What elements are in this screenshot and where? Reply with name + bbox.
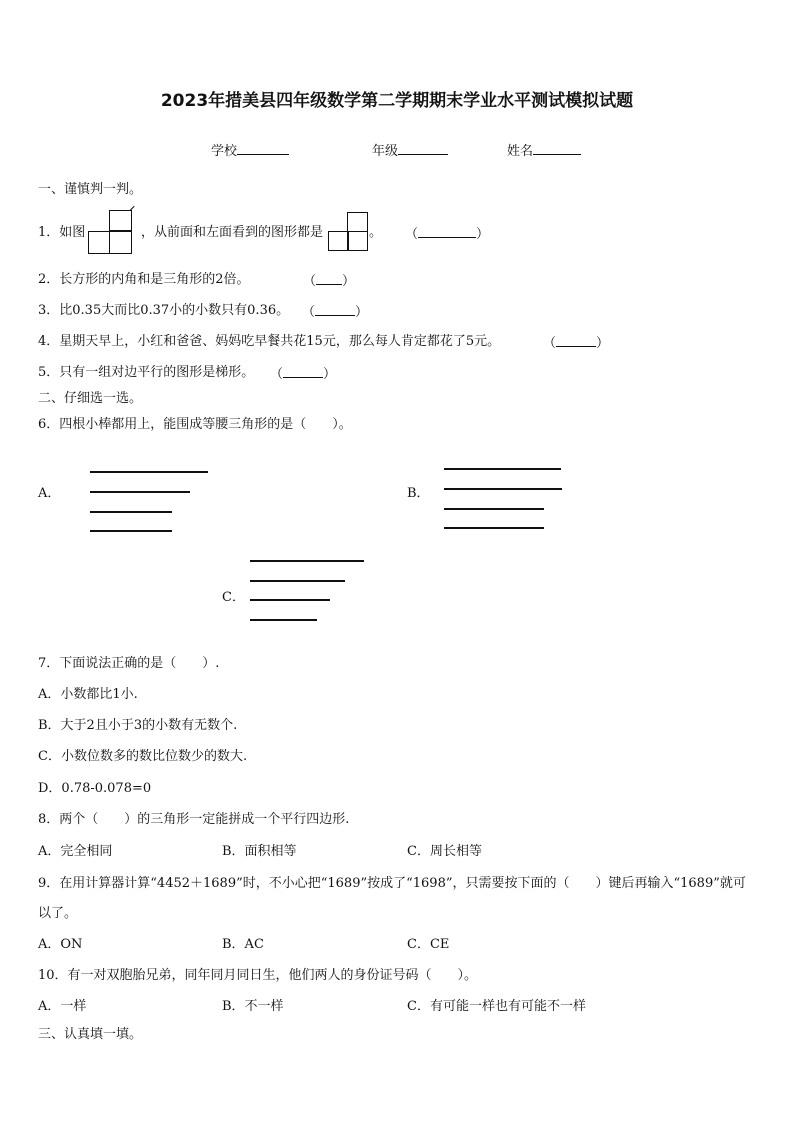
- q10-text: 10．有一对双胞胎兄弟，同年同月同日生，他们两人的身份证号码（ ）。: [38, 968, 478, 983]
- q7-text: 7．下面说法正确的是（ ）.: [38, 656, 220, 671]
- stick: [444, 488, 562, 490]
- name-blank[interactable]: [533, 142, 581, 155]
- paren-open: （: [303, 274, 317, 289]
- q6-option-a-label[interactable]: A．: [38, 486, 61, 501]
- paren-open: （: [543, 336, 557, 351]
- q5-answer: [270, 365, 336, 383]
- paren-open: （: [302, 305, 316, 320]
- q9-option-c[interactable]: C．CE: [407, 937, 450, 952]
- grade-field: [372, 142, 448, 160]
- section-3-heading: 三、认真填一填。: [38, 1027, 143, 1042]
- page-title: 2023年措美县四年级数学第二学期期末学业水平测试模拟试题: [160, 91, 634, 111]
- stick: [90, 471, 208, 473]
- stick: [444, 468, 561, 470]
- q1-answer: [405, 225, 489, 243]
- view-square-bottom-right: [347, 231, 368, 251]
- paren-open: （: [405, 227, 419, 242]
- cube-edge: [130, 206, 135, 211]
- cube-bottom-right: [109, 231, 132, 254]
- paren-close: ）: [355, 305, 369, 320]
- q8-option-c[interactable]: C．周长相等: [407, 844, 482, 859]
- stick: [444, 508, 544, 510]
- stick: [250, 599, 330, 601]
- section-1-heading: 一、谨慎判一判。: [38, 182, 143, 197]
- q2-answer-blank[interactable]: [316, 272, 342, 285]
- q2-text: 2．长方形的内角和是三角形的2倍。: [38, 272, 250, 287]
- school-blank[interactable]: [237, 142, 289, 155]
- cube-bottom-left: [88, 231, 111, 254]
- section-2-heading: 二、仔细选一选。: [38, 391, 143, 406]
- q1-suffix: 。: [369, 225, 383, 240]
- q5-answer-blank[interactable]: [283, 365, 323, 378]
- q5-text: 5．只有一组对边平行的图形是梯形。: [38, 365, 255, 380]
- q1-middle: ，从前面和左面看到的图形都是: [141, 225, 324, 240]
- q10-option-a[interactable]: A．一样: [38, 999, 87, 1014]
- stick: [250, 619, 317, 621]
- stick: [250, 580, 345, 582]
- q7-option-b[interactable]: B．大于2且小于3的小数有无数个.: [38, 718, 238, 733]
- q2-answer: [303, 272, 355, 290]
- q7-option-d[interactable]: D．0.78-0.078=0: [38, 781, 152, 796]
- q8-option-a[interactable]: A．完全相同: [38, 844, 113, 859]
- paren-close: ）: [476, 227, 490, 242]
- q4-text: 4．星期天早上，小红和爸爸、妈妈吃早餐共花15元，那么每人肯定都花了5元。: [38, 334, 501, 349]
- q9-option-b[interactable]: B．AC: [222, 937, 264, 952]
- q10-option-b[interactable]: B．不一样: [222, 999, 284, 1014]
- grade-label: 年级: [372, 144, 399, 159]
- q3-text: 3．比0.35大而比0.37小的小数只有0.36。: [38, 303, 290, 318]
- view-square-top: [347, 212, 368, 232]
- q6-option-c-label[interactable]: C．: [222, 590, 245, 605]
- stick: [90, 511, 172, 513]
- grade-blank[interactable]: [398, 142, 448, 155]
- q6-option-b-label[interactable]: B．: [407, 486, 430, 501]
- stick: [444, 527, 544, 529]
- paren-close: ）: [342, 274, 356, 289]
- q4-answer-blank[interactable]: [556, 334, 596, 347]
- q8-option-b[interactable]: B．面积相等: [222, 844, 297, 859]
- school-field: [211, 142, 289, 160]
- q7-option-a[interactable]: A．小数都比1小.: [38, 687, 138, 702]
- name-field: [507, 142, 581, 160]
- stick: [250, 560, 364, 562]
- q3-answer: [302, 303, 368, 321]
- q9-option-a[interactable]: A．ON: [38, 937, 83, 952]
- q1-prefix: 1．如图: [38, 225, 86, 240]
- paren-close: ）: [323, 367, 337, 382]
- q9-text-line1: 9．在用计算器计算“4452＋1689”时，不小心把“1689”按成了“1698”，只需要按下面的（ ）键后再输入“1689”就可: [38, 876, 746, 891]
- q4-answer: [543, 334, 609, 352]
- school-label: 学校: [211, 144, 238, 159]
- q1-answer-blank[interactable]: [418, 225, 476, 238]
- stick: [90, 530, 172, 532]
- paren-open: （: [270, 367, 284, 382]
- q3-answer-blank[interactable]: [315, 303, 355, 316]
- stick: [90, 491, 190, 493]
- paren-close: ）: [596, 336, 610, 351]
- q9-text-line2: 以了。: [38, 906, 78, 921]
- q10-option-c[interactable]: C．有可能一样也有可能不一样: [407, 999, 586, 1014]
- q8-text: 8．两个（ ）的三角形一定能拼成一个平行四边形.: [38, 812, 350, 827]
- view-square-bottom-left: [328, 231, 349, 251]
- name-label: 姓名: [507, 144, 534, 159]
- q6-text: 6．四根小棒都用上，能围成等腰三角形的是（ ）。: [38, 417, 352, 432]
- q7-option-c[interactable]: C．小数位数多的数比位数少的数大.: [38, 749, 248, 764]
- cube-top: [109, 210, 132, 231]
